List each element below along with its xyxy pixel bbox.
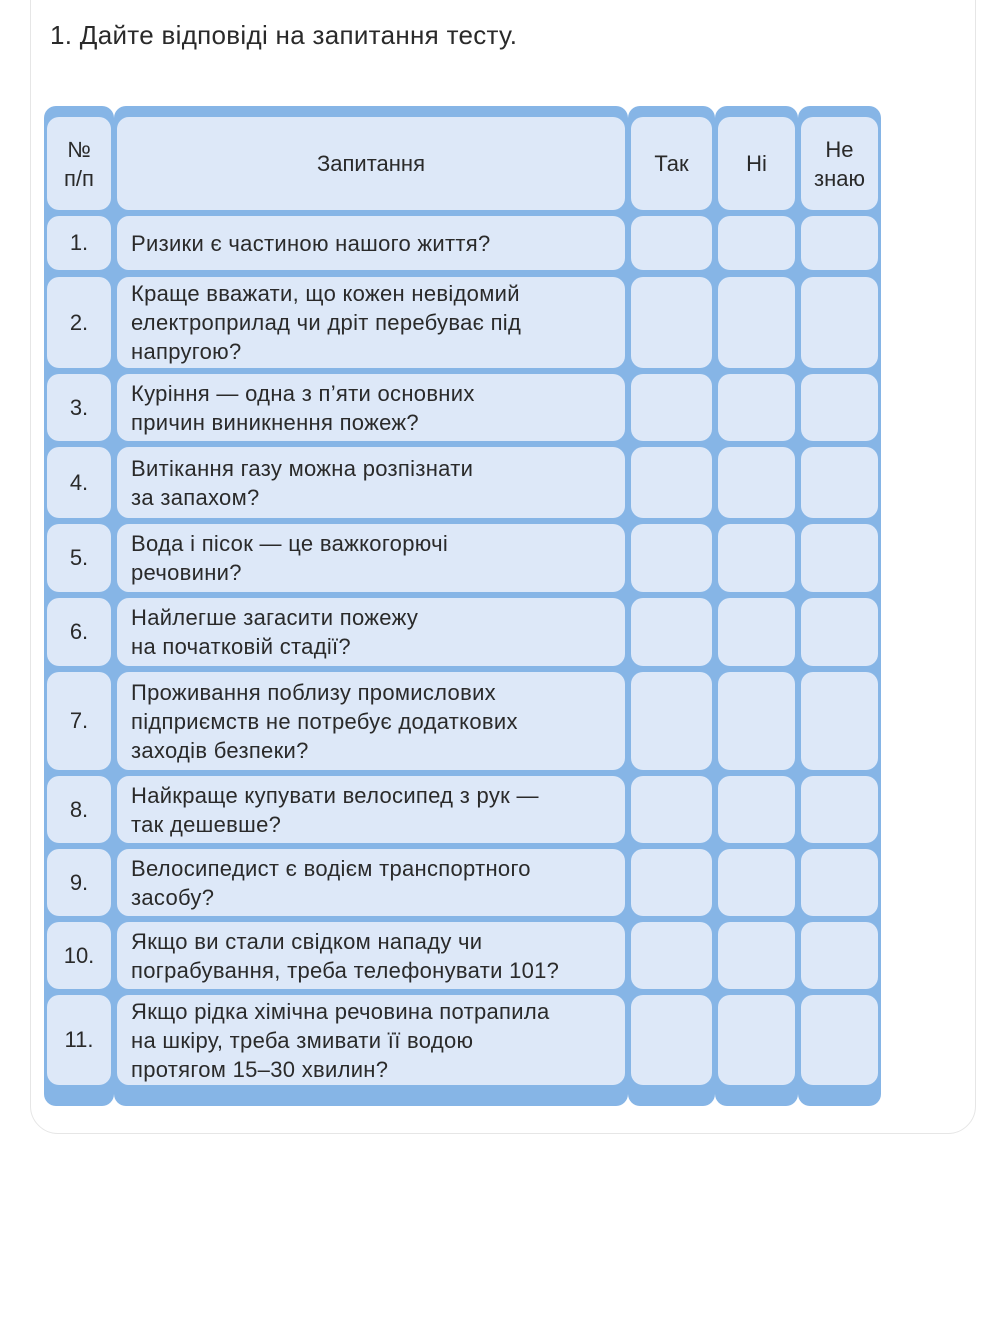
question-text: Проживання поблизу промислових підприємств не потребує додаткових заходів безпеки?	[117, 672, 625, 770]
answer-yes-cell[interactable]	[631, 922, 712, 989]
answer-yes-cell[interactable]	[631, 447, 712, 518]
answer-no-cell[interactable]	[718, 277, 795, 368]
row-number: 6.	[47, 598, 111, 666]
answer-yes-cell[interactable]	[631, 672, 712, 770]
answer-no-cell[interactable]	[718, 849, 795, 916]
answer-no-cell[interactable]	[718, 598, 795, 666]
header-yes: Так	[631, 117, 712, 210]
answer-yes-cell[interactable]	[631, 374, 712, 441]
answer-dont-know-cell[interactable]	[801, 524, 878, 592]
question-text: Ризики є частиною нашого життя?	[117, 216, 625, 270]
answer-no-cell[interactable]	[718, 776, 795, 843]
header-question: Запитання	[117, 117, 625, 210]
answer-dont-know-cell[interactable]	[801, 447, 878, 518]
answer-no-cell[interactable]	[718, 216, 795, 270]
task-title: 1. Дайте відповіді на запитання тесту.	[50, 20, 518, 50]
row-number: 4.	[47, 447, 111, 518]
row-number: 10.	[47, 922, 111, 989]
answer-dont-know-cell[interactable]	[801, 995, 878, 1085]
question-text: Якщо ви стали свідком нападу чи пограбування, треба телефонувати 101?	[117, 922, 625, 989]
answer-dont-know-cell[interactable]	[801, 776, 878, 843]
row-number: 3.	[47, 374, 111, 441]
answer-dont-know-cell[interactable]	[801, 277, 878, 368]
answer-dont-know-cell[interactable]	[801, 849, 878, 916]
question-text: Якщо рідка хімічна речовина потрапила на шкіру, треба змивати її водою протягом 15–30 хвилин?	[117, 995, 625, 1085]
question-text: Найкраще купувати велосипед з рук — так дешевше?	[117, 776, 625, 843]
question-text: Витікання газу можна розпізнати за запахом?	[117, 447, 625, 518]
question-text: Куріння — одна з п’яти основних причин виникнення пожеж?	[117, 374, 625, 441]
row-number: 9.	[47, 849, 111, 916]
answer-dont-know-cell[interactable]	[801, 216, 878, 270]
question-text: Вода і пісок — це важкогорючі речовини?	[117, 524, 625, 592]
answer-yes-cell[interactable]	[631, 776, 712, 843]
answer-dont-know-cell[interactable]	[801, 922, 878, 989]
answer-no-cell[interactable]	[718, 995, 795, 1085]
answer-yes-cell[interactable]	[631, 995, 712, 1085]
question-text: Краще вважати, що кожен невідомий електроприлад чи дріт перебуває під напругою?	[117, 277, 625, 368]
answer-no-cell[interactable]	[718, 447, 795, 518]
row-number: 8.	[47, 776, 111, 843]
header-dont-know: Не знаю	[801, 117, 878, 210]
question-text: Велосипедист є водієм транспортного засобу?	[117, 849, 625, 916]
answer-yes-cell[interactable]	[631, 277, 712, 368]
question-text: Найлегше загасити пожежу на початковій стадії?	[117, 598, 625, 666]
answer-dont-know-cell[interactable]	[801, 374, 878, 441]
answer-no-cell[interactable]	[718, 374, 795, 441]
header-no: Ні	[718, 117, 795, 210]
answer-no-cell[interactable]	[718, 672, 795, 770]
header-number: № п/п	[47, 117, 111, 210]
answer-no-cell[interactable]	[718, 922, 795, 989]
answer-yes-cell[interactable]	[631, 598, 712, 666]
row-number: 11.	[47, 995, 111, 1085]
row-number: 1.	[47, 216, 111, 270]
answer-yes-cell[interactable]	[631, 849, 712, 916]
answer-no-cell[interactable]	[718, 524, 795, 592]
answer-yes-cell[interactable]	[631, 524, 712, 592]
row-number: 7.	[47, 672, 111, 770]
answer-dont-know-cell[interactable]	[801, 672, 878, 770]
row-number: 2.	[47, 277, 111, 368]
answer-yes-cell[interactable]	[631, 216, 712, 270]
row-number: 5.	[47, 524, 111, 592]
answer-dont-know-cell[interactable]	[801, 598, 878, 666]
